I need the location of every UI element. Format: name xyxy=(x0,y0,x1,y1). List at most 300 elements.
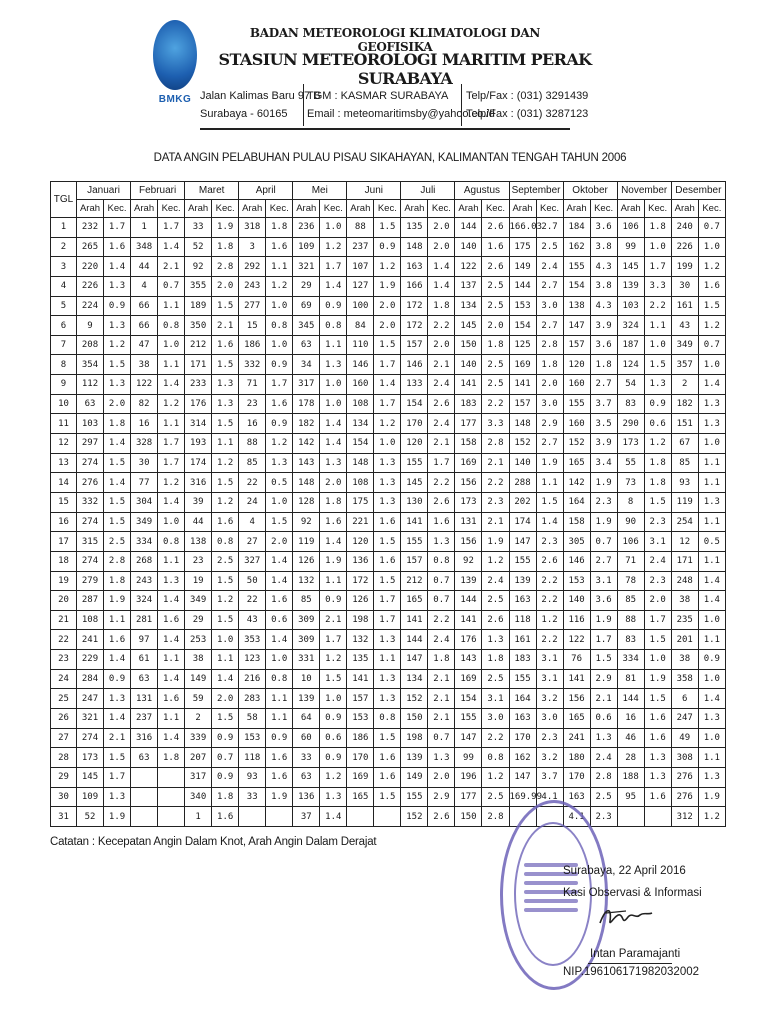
speed-cell: 1.0 xyxy=(698,434,725,454)
speed-cell: 1.3 xyxy=(320,453,347,473)
speed-cell: 1.0 xyxy=(158,335,185,355)
speed-cell: 3.3 xyxy=(644,276,671,296)
direction-cell: 149 xyxy=(185,669,212,689)
direction-cell: 138 xyxy=(563,296,590,316)
speed-cell: 1.4 xyxy=(104,709,131,729)
direction-cell: 201 xyxy=(671,630,698,650)
speed-cell: 1.7 xyxy=(590,630,617,650)
direction-cell: 78 xyxy=(617,571,644,591)
speed-cell: 1.3 xyxy=(104,316,131,336)
direction-cell: 235 xyxy=(671,610,698,630)
direction-cell: 23 xyxy=(185,551,212,571)
direction-cell: 178 xyxy=(293,394,320,414)
table-row xyxy=(51,748,726,768)
direction-cell: 148 xyxy=(401,237,428,257)
email-line: Email : meteomaritimsby@yahoo.co.id xyxy=(307,108,495,120)
speed-cell: 1.0 xyxy=(698,669,725,689)
phone-line-1: Telp/Fax : (031) 3291439 xyxy=(466,90,589,102)
speed-cell: 3.2 xyxy=(536,748,563,768)
speed-cell: 1.6 xyxy=(212,807,239,827)
speed-cell: 3.0 xyxy=(536,709,563,729)
speed-cell: 3.6 xyxy=(590,335,617,355)
speed-cell: 1.0 xyxy=(320,394,347,414)
direction-cell: 93 xyxy=(671,473,698,493)
speed-cell: 1.1 xyxy=(158,355,185,375)
speed-cell: 3.7 xyxy=(590,394,617,414)
direction-cell: 77 xyxy=(131,473,158,493)
direction-cell: 118 xyxy=(509,610,536,630)
direction-cell: 312 xyxy=(671,807,698,827)
speed-cell: 1.6 xyxy=(212,335,239,355)
direction-cell: 109 xyxy=(293,237,320,257)
speed-cell: 0.8 xyxy=(374,709,401,729)
speed-cell: 2.0 xyxy=(428,767,455,787)
month-header: Januari xyxy=(77,182,131,200)
kec-header: Kec. xyxy=(212,200,239,218)
direction-cell: 317 xyxy=(185,767,212,787)
direction-cell: 123 xyxy=(239,650,266,670)
direction-cell: 182 xyxy=(671,394,698,414)
speed-cell: 1.4 xyxy=(698,571,725,591)
day-cell: 25 xyxy=(51,689,77,709)
arah-header: Arah xyxy=(347,200,374,218)
direction-cell: 120 xyxy=(563,355,590,375)
direction-cell: 184 xyxy=(563,218,590,238)
direction-cell: 163 xyxy=(563,787,590,807)
direction-cell: 165 xyxy=(401,591,428,611)
speed-cell: 2.7 xyxy=(536,218,563,238)
speed-cell: 1.6 xyxy=(266,748,293,768)
direction-cell: 154 xyxy=(509,316,536,336)
direction-cell: 2 xyxy=(185,709,212,729)
speed-cell: 1.0 xyxy=(644,237,671,257)
speed-cell: 1.0 xyxy=(698,237,725,257)
speed-cell: 2.0 xyxy=(644,591,671,611)
direction-cell: 9 xyxy=(77,316,104,336)
speed-cell: 1.3 xyxy=(374,473,401,493)
speed-cell: 2.5 xyxy=(482,375,509,395)
speed-cell: 0.5 xyxy=(698,532,725,552)
speed-cell: 1.5 xyxy=(212,610,239,630)
kec-header: Kec. xyxy=(698,200,725,218)
direction-cell xyxy=(347,807,374,827)
direction-cell: 43 xyxy=(239,610,266,630)
direction-cell: 155 xyxy=(509,669,536,689)
direction-cell: 38 xyxy=(671,591,698,611)
speed-cell: 1.8 xyxy=(104,414,131,434)
speed-cell: 1.7 xyxy=(266,375,293,395)
direction-cell: 107 xyxy=(347,257,374,277)
speed-cell: 3.4 xyxy=(590,453,617,473)
speed-cell: 2.3 xyxy=(536,728,563,748)
speed-cell: 2.4 xyxy=(428,414,455,434)
speed-cell: 1.7 xyxy=(374,355,401,375)
signer-name-underline xyxy=(588,963,672,964)
speed-cell: 2.6 xyxy=(482,218,509,238)
direction-cell: 43 xyxy=(671,316,698,336)
speed-cell: 2.4 xyxy=(536,257,563,277)
direction-cell: 52 xyxy=(77,807,104,827)
direction-cell: 243 xyxy=(131,571,158,591)
day-cell: 6 xyxy=(51,316,77,336)
speed-cell: 1.1 xyxy=(644,316,671,336)
direction-cell: 135 xyxy=(347,650,374,670)
arah-header: Arah xyxy=(563,200,590,218)
speed-cell: 3.1 xyxy=(482,689,509,709)
speed-cell: 1.6 xyxy=(212,512,239,532)
direction-cell: 139 xyxy=(509,571,536,591)
direction-cell: 63 xyxy=(293,767,320,787)
speed-cell: 1.5 xyxy=(536,492,563,512)
direction-cell: 146 xyxy=(563,551,590,571)
speed-cell: 2.8 xyxy=(482,434,509,454)
direction-cell: 155 xyxy=(455,709,482,729)
table-row xyxy=(51,473,726,493)
speed-cell: 1.3 xyxy=(104,276,131,296)
speed-cell: 1.8 xyxy=(482,650,509,670)
direction-cell: 95 xyxy=(617,787,644,807)
day-cell: 1 xyxy=(51,218,77,238)
speed-cell: 1.2 xyxy=(644,434,671,454)
direction-cell: 345 xyxy=(293,316,320,336)
speed-cell: 1.9 xyxy=(590,512,617,532)
speed-cell: 1.1 xyxy=(698,473,725,493)
direction-cell: 328 xyxy=(131,434,158,454)
speed-cell: 1.5 xyxy=(104,492,131,512)
direction-cell: 176 xyxy=(185,394,212,414)
direction-cell: 122 xyxy=(131,375,158,395)
speed-cell: 2.5 xyxy=(482,296,509,316)
speed-cell: 2.2 xyxy=(482,394,509,414)
direction-cell: 66 xyxy=(131,316,158,336)
speed-cell: 1.5 xyxy=(698,296,725,316)
speed-cell: 1.0 xyxy=(158,512,185,532)
speed-cell: 0.9 xyxy=(104,669,131,689)
day-cell: 31 xyxy=(51,807,77,827)
speed-cell: 1.3 xyxy=(104,689,131,709)
speed-cell: 1.8 xyxy=(104,571,131,591)
speed-cell: 0.6 xyxy=(644,414,671,434)
direction-cell: 97 xyxy=(131,630,158,650)
direction-cell: 140 xyxy=(509,453,536,473)
speed-cell: 2.2 xyxy=(482,473,509,493)
speed-cell: 1.2 xyxy=(212,591,239,611)
speed-cell: 2.1 xyxy=(428,434,455,454)
speed-cell: 0.9 xyxy=(212,728,239,748)
direction-cell: 253 xyxy=(185,630,212,650)
subheader-row xyxy=(51,200,726,218)
direction-cell: 4 xyxy=(239,512,266,532)
direction-cell: 186 xyxy=(347,728,374,748)
speed-cell: 2.9 xyxy=(536,414,563,434)
direction-cell: 156 xyxy=(455,532,482,552)
direction-cell: 156 xyxy=(563,689,590,709)
direction-cell: 157 xyxy=(347,689,374,709)
month-header: Agustus xyxy=(455,182,509,200)
speed-cell: 1.3 xyxy=(428,532,455,552)
direction-cell: 140 xyxy=(455,355,482,375)
direction-cell: 220 xyxy=(77,257,104,277)
day-cell: 18 xyxy=(51,551,77,571)
header-rule xyxy=(200,128,570,130)
direction-cell: 157 xyxy=(401,551,428,571)
direction-cell: 169.99 xyxy=(509,787,536,807)
speed-cell: 0.8 xyxy=(320,316,347,336)
table-note: Catatan : Kecepatan Angin Dalam Knot, Arah Angin Dalam Derajat xyxy=(50,836,377,848)
direction-cell: 103 xyxy=(617,296,644,316)
direction-cell: 137 xyxy=(455,276,482,296)
speed-cell: 1.6 xyxy=(320,512,347,532)
direction-cell: 155 xyxy=(401,532,428,552)
speed-cell: 1.6 xyxy=(374,767,401,787)
speed-cell: 1.6 xyxy=(104,237,131,257)
speed-cell: 1.9 xyxy=(320,551,347,571)
direction-cell: 145 xyxy=(617,257,644,277)
speed-cell: 2.5 xyxy=(104,532,131,552)
speed-cell: 0.7 xyxy=(428,728,455,748)
day-cell: 14 xyxy=(51,473,77,493)
speed-cell: 1.3 xyxy=(644,375,671,395)
direction-cell: 153 xyxy=(239,728,266,748)
phone-line-2: Telp/Fax : (031) 3287123 xyxy=(466,108,589,120)
direction-cell: 4 xyxy=(131,276,158,296)
speed-cell: 1.9 xyxy=(482,532,509,552)
speed-cell: 2.6 xyxy=(428,807,455,827)
direction-cell: 268 xyxy=(131,551,158,571)
direction-cell: 147 xyxy=(509,767,536,787)
day-cell: 20 xyxy=(51,591,77,611)
speed-cell: 2.9 xyxy=(428,787,455,807)
speed-cell: 1.0 xyxy=(266,492,293,512)
speed-cell: 1.3 xyxy=(374,689,401,709)
direction-cell: 161 xyxy=(509,630,536,650)
day-cell: 2 xyxy=(51,237,77,257)
direction-cell: 207 xyxy=(185,748,212,768)
direction-cell: 237 xyxy=(131,709,158,729)
direction-cell: 126 xyxy=(293,551,320,571)
speed-cell: 0.6 xyxy=(590,709,617,729)
speed-cell: 1.1 xyxy=(158,709,185,729)
direction-cell: 241 xyxy=(77,630,104,650)
direction-cell: 103 xyxy=(77,414,104,434)
direction-cell: 174 xyxy=(185,453,212,473)
speed-cell: 1.0 xyxy=(320,375,347,395)
speed-cell: 1.9 xyxy=(266,787,293,807)
speed-cell: 2.9 xyxy=(590,669,617,689)
direction-cell: 16 xyxy=(617,709,644,729)
speed-cell: 3.0 xyxy=(482,709,509,729)
speed-cell: 1.6 xyxy=(266,767,293,787)
direction-cell: 133 xyxy=(401,375,428,395)
direction-cell: 49 xyxy=(671,728,698,748)
direction-cell: 187 xyxy=(617,335,644,355)
direction-cell: 143 xyxy=(455,650,482,670)
direction-cell: 88 xyxy=(347,218,374,238)
speed-cell: 2.2 xyxy=(428,316,455,336)
direction-cell: 164 xyxy=(563,492,590,512)
speed-cell: 1.7 xyxy=(320,630,347,650)
speed-cell: 2.7 xyxy=(536,316,563,336)
speed-cell: 1.4 xyxy=(320,414,347,434)
signer-nip: NIP.196106171982032002 xyxy=(563,966,700,978)
speed-cell: 1.3 xyxy=(212,375,239,395)
direction-cell xyxy=(239,807,266,827)
direction-cell: 59 xyxy=(185,689,212,709)
speed-cell: 1.8 xyxy=(158,748,185,768)
speed-cell: 1.4 xyxy=(320,276,347,296)
speed-cell: 1.6 xyxy=(374,748,401,768)
speed-cell: 1.7 xyxy=(644,610,671,630)
direction-cell: 160 xyxy=(347,375,374,395)
direction-cell: 283 xyxy=(239,689,266,709)
direction-cell: 145 xyxy=(455,316,482,336)
speed-cell: 1.5 xyxy=(644,355,671,375)
table-row xyxy=(51,591,726,611)
direction-cell: 354 xyxy=(77,355,104,375)
direction-cell: 144 xyxy=(509,276,536,296)
direction-cell: 157 xyxy=(563,335,590,355)
direction-cell: 124 xyxy=(617,355,644,375)
speed-cell: 1.4 xyxy=(158,375,185,395)
speed-cell: 0.9 xyxy=(266,728,293,748)
speed-cell: 1.1 xyxy=(320,335,347,355)
direction-cell: 233 xyxy=(185,375,212,395)
direction-cell: 305 xyxy=(563,532,590,552)
direction-cell: 92 xyxy=(293,512,320,532)
speed-cell: 1.5 xyxy=(644,630,671,650)
direction-cell: 141 xyxy=(401,610,428,630)
table-row xyxy=(51,650,726,670)
direction-cell: 136 xyxy=(347,551,374,571)
direction-cell: 158 xyxy=(563,512,590,532)
direction-cell: 146 xyxy=(347,355,374,375)
direction-cell: 83 xyxy=(617,394,644,414)
direction-cell: 160 xyxy=(563,414,590,434)
day-cell: 27 xyxy=(51,728,77,748)
speed-cell: 1.6 xyxy=(644,787,671,807)
speed-cell: 3.3 xyxy=(482,414,509,434)
direction-cell: 139 xyxy=(401,748,428,768)
direction-cell: 277 xyxy=(239,296,266,316)
direction-cell: 229 xyxy=(77,650,104,670)
speed-cell: 2.5 xyxy=(482,787,509,807)
speed-cell: 2.0 xyxy=(212,276,239,296)
direction-cell: 157 xyxy=(509,394,536,414)
speed-cell: 2.3 xyxy=(536,532,563,552)
speed-cell: 0.6 xyxy=(320,728,347,748)
speed-cell: 0.9 xyxy=(320,748,347,768)
direction-cell: 116 xyxy=(563,610,590,630)
direction-cell: 140 xyxy=(455,237,482,257)
direction-cell: 136 xyxy=(293,787,320,807)
direction-cell: 173 xyxy=(77,748,104,768)
speed-cell: 0.9 xyxy=(266,355,293,375)
speed-cell: 2.6 xyxy=(482,610,509,630)
speed-cell: 0.7 xyxy=(158,276,185,296)
direction-cell: 348 xyxy=(131,237,158,257)
direction-cell: 265 xyxy=(77,237,104,257)
direction-cell: 350 xyxy=(185,316,212,336)
speed-cell: 1.1 xyxy=(158,296,185,316)
direction-cell: 33 xyxy=(185,218,212,238)
direction-cell: 274 xyxy=(77,551,104,571)
speed-cell: 1.8 xyxy=(428,296,455,316)
direction-cell: 169 xyxy=(347,767,374,787)
speed-cell: 1.4 xyxy=(266,551,293,571)
speed-cell: 1.2 xyxy=(320,650,347,670)
direction-cell: 241 xyxy=(563,728,590,748)
speed-cell: 1.3 xyxy=(104,787,131,807)
speed-cell: 3.8 xyxy=(590,276,617,296)
direction-cell: 66 xyxy=(131,296,158,316)
direction-cell: 349 xyxy=(671,335,698,355)
direction-cell: 340 xyxy=(185,787,212,807)
table-row xyxy=(51,610,726,630)
direction-cell: 151 xyxy=(671,414,698,434)
direction-cell: 30 xyxy=(131,453,158,473)
direction-cell: 165 xyxy=(563,453,590,473)
arah-header: Arah xyxy=(671,200,698,218)
speed-cell: 1.0 xyxy=(320,689,347,709)
direction-cell: 180 xyxy=(563,748,590,768)
speed-cell: 1.5 xyxy=(374,571,401,591)
direction-cell: 120 xyxy=(401,434,428,454)
direction-cell: 24 xyxy=(239,492,266,512)
speed-cell: 1.0 xyxy=(266,650,293,670)
direction-cell: 292 xyxy=(239,257,266,277)
speed-cell: 1.7 xyxy=(158,218,185,238)
direction-cell: 109 xyxy=(77,787,104,807)
direction-cell: 141 xyxy=(401,512,428,532)
direction-cell: 221 xyxy=(347,512,374,532)
arah-header: Arah xyxy=(401,200,428,218)
table-row xyxy=(51,453,726,473)
speed-cell: 1.2 xyxy=(320,767,347,787)
table-row xyxy=(51,630,726,650)
direction-cell: 232 xyxy=(77,218,104,238)
direction-cell: 315 xyxy=(77,532,104,552)
speed-cell: 1.0 xyxy=(266,296,293,316)
speed-cell: 2.5 xyxy=(590,787,617,807)
speed-cell: 2.0 xyxy=(212,689,239,709)
direction-cell: 284 xyxy=(77,669,104,689)
speed-cell: 1.0 xyxy=(644,650,671,670)
table-row xyxy=(51,571,726,591)
speed-cell: 1.4 xyxy=(428,257,455,277)
direction-cell: 334 xyxy=(617,650,644,670)
direction-cell: 99 xyxy=(455,748,482,768)
tgl-header: TGL xyxy=(51,182,77,218)
speed-cell: 3.2 xyxy=(536,689,563,709)
table-row xyxy=(51,551,726,571)
speed-cell: 2.0 xyxy=(266,532,293,552)
direction-cell: 85 xyxy=(671,453,698,473)
table-row xyxy=(51,375,726,395)
speed-cell: 1.5 xyxy=(212,355,239,375)
direction-cell: 119 xyxy=(671,492,698,512)
direction-cell: 71 xyxy=(239,375,266,395)
direction-cell: 63 xyxy=(131,748,158,768)
speed-cell: 1.4 xyxy=(104,473,131,493)
speed-cell: 2.1 xyxy=(482,512,509,532)
month-header: September xyxy=(509,182,563,200)
direction-cell: 145 xyxy=(401,473,428,493)
speed-cell: 1.4 xyxy=(320,532,347,552)
speed-cell: 1.9 xyxy=(212,218,239,238)
direction-cell: 196 xyxy=(455,767,482,787)
speed-cell: 1.3 xyxy=(104,375,131,395)
speed-cell: 1.5 xyxy=(212,571,239,591)
